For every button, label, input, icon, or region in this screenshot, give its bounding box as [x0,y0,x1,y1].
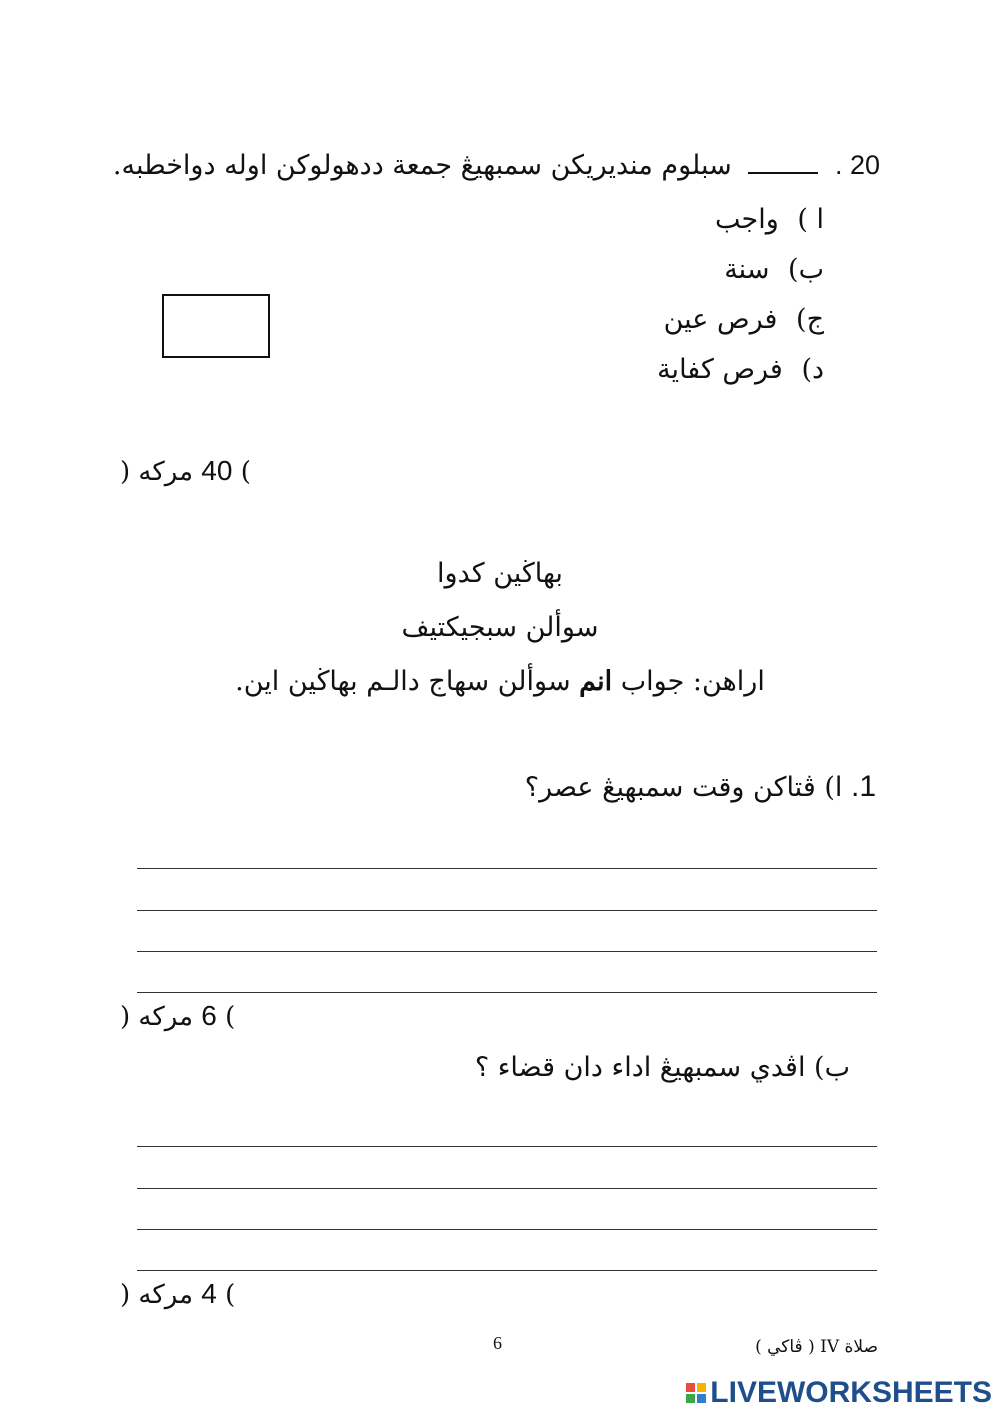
liveworksheets-logo [686,1378,992,1408]
marks-paren-close: ) [120,1280,131,1310]
marks-label: مركه [138,457,194,487]
logo-block [686,1383,695,1392]
option-d [657,354,824,385]
answer-box[interactable] [162,294,270,358]
option-d-letter: د) [801,354,824,385]
marks-paren-close: ) [120,1002,131,1032]
marks-question-1a [120,1000,235,1032]
option-c-letter: ج) [796,304,824,335]
fill-in-blank [748,152,818,174]
question-1b-letter: ب) [814,1052,850,1083]
answer-line[interactable] [137,1146,877,1147]
question-20-number: 20 . [834,150,880,180]
marks-section-a [120,455,251,487]
question-20-text: سبلوم منديريكن سمبهيڠ جمعة ددهولوكن اوله دواخطبه. [112,150,732,181]
logo-text: LIVEWORKSHEETS [710,1376,992,1409]
option-a-text: واجب [715,204,779,235]
answer-line[interactable] [137,1188,877,1189]
option-c-text: فرص عين [663,304,778,335]
marks-paren-open: ( [225,1280,236,1310]
marks-label: مركه [138,1280,194,1310]
question-1a [525,770,876,804]
marks-value: 6 [201,1000,217,1031]
option-d-text: فرص كفاية [657,354,783,385]
option-a [715,204,824,235]
answer-line[interactable] [137,1270,877,1271]
logo-block [697,1394,706,1403]
logo-block [697,1383,706,1392]
instruction-prefix: اراهن: جواب [620,666,765,697]
instruction-suffix: سوألن سهاج دالـم بهاڬين اين. [235,666,571,697]
instruction-bold: انم [579,666,613,697]
option-b-text: سنة [724,254,770,285]
marks-paren-open: ( [240,457,251,487]
answer-line[interactable] [137,868,877,869]
question-1a-text: ڤتاكن وقت سمبهيڠ عصر؟ [524,772,816,803]
answer-line[interactable] [137,951,877,952]
section-subtitle: سوألن سبجيكتيف [401,612,599,643]
marks-value: 4 [201,1278,217,1309]
answer-line[interactable] [137,992,877,993]
marks-label: مركه [138,1002,194,1032]
section-title: بهاڬين كدوا [437,558,563,589]
answer-line[interactable] [137,1229,877,1230]
footer-subject: صلاة IV ( ڤاكي ) [755,1337,878,1357]
answer-line[interactable] [137,910,877,911]
option-c [664,304,824,335]
question-1b [475,1052,850,1083]
question-1b-text: اڤدي سمبهيڠ اداء دان قضاء ؟ [474,1052,806,1083]
option-b [724,254,824,285]
option-a-letter: ا ) [797,204,824,235]
marks-value: 40 [201,455,233,486]
section-instruction [0,666,1000,697]
page-number: 6 [493,1333,502,1353]
marks-paren-close: ) [120,457,131,487]
question-1-number: 1. [850,770,876,803]
question-1a-letter: ا) [824,772,843,803]
question-20-stem [113,150,880,181]
marks-question-1b [120,1278,235,1310]
logo-blocks-icon [686,1383,706,1403]
option-b-letter: ب) [788,254,824,285]
marks-paren-open: ( [225,1002,236,1032]
logo-block [686,1394,695,1403]
